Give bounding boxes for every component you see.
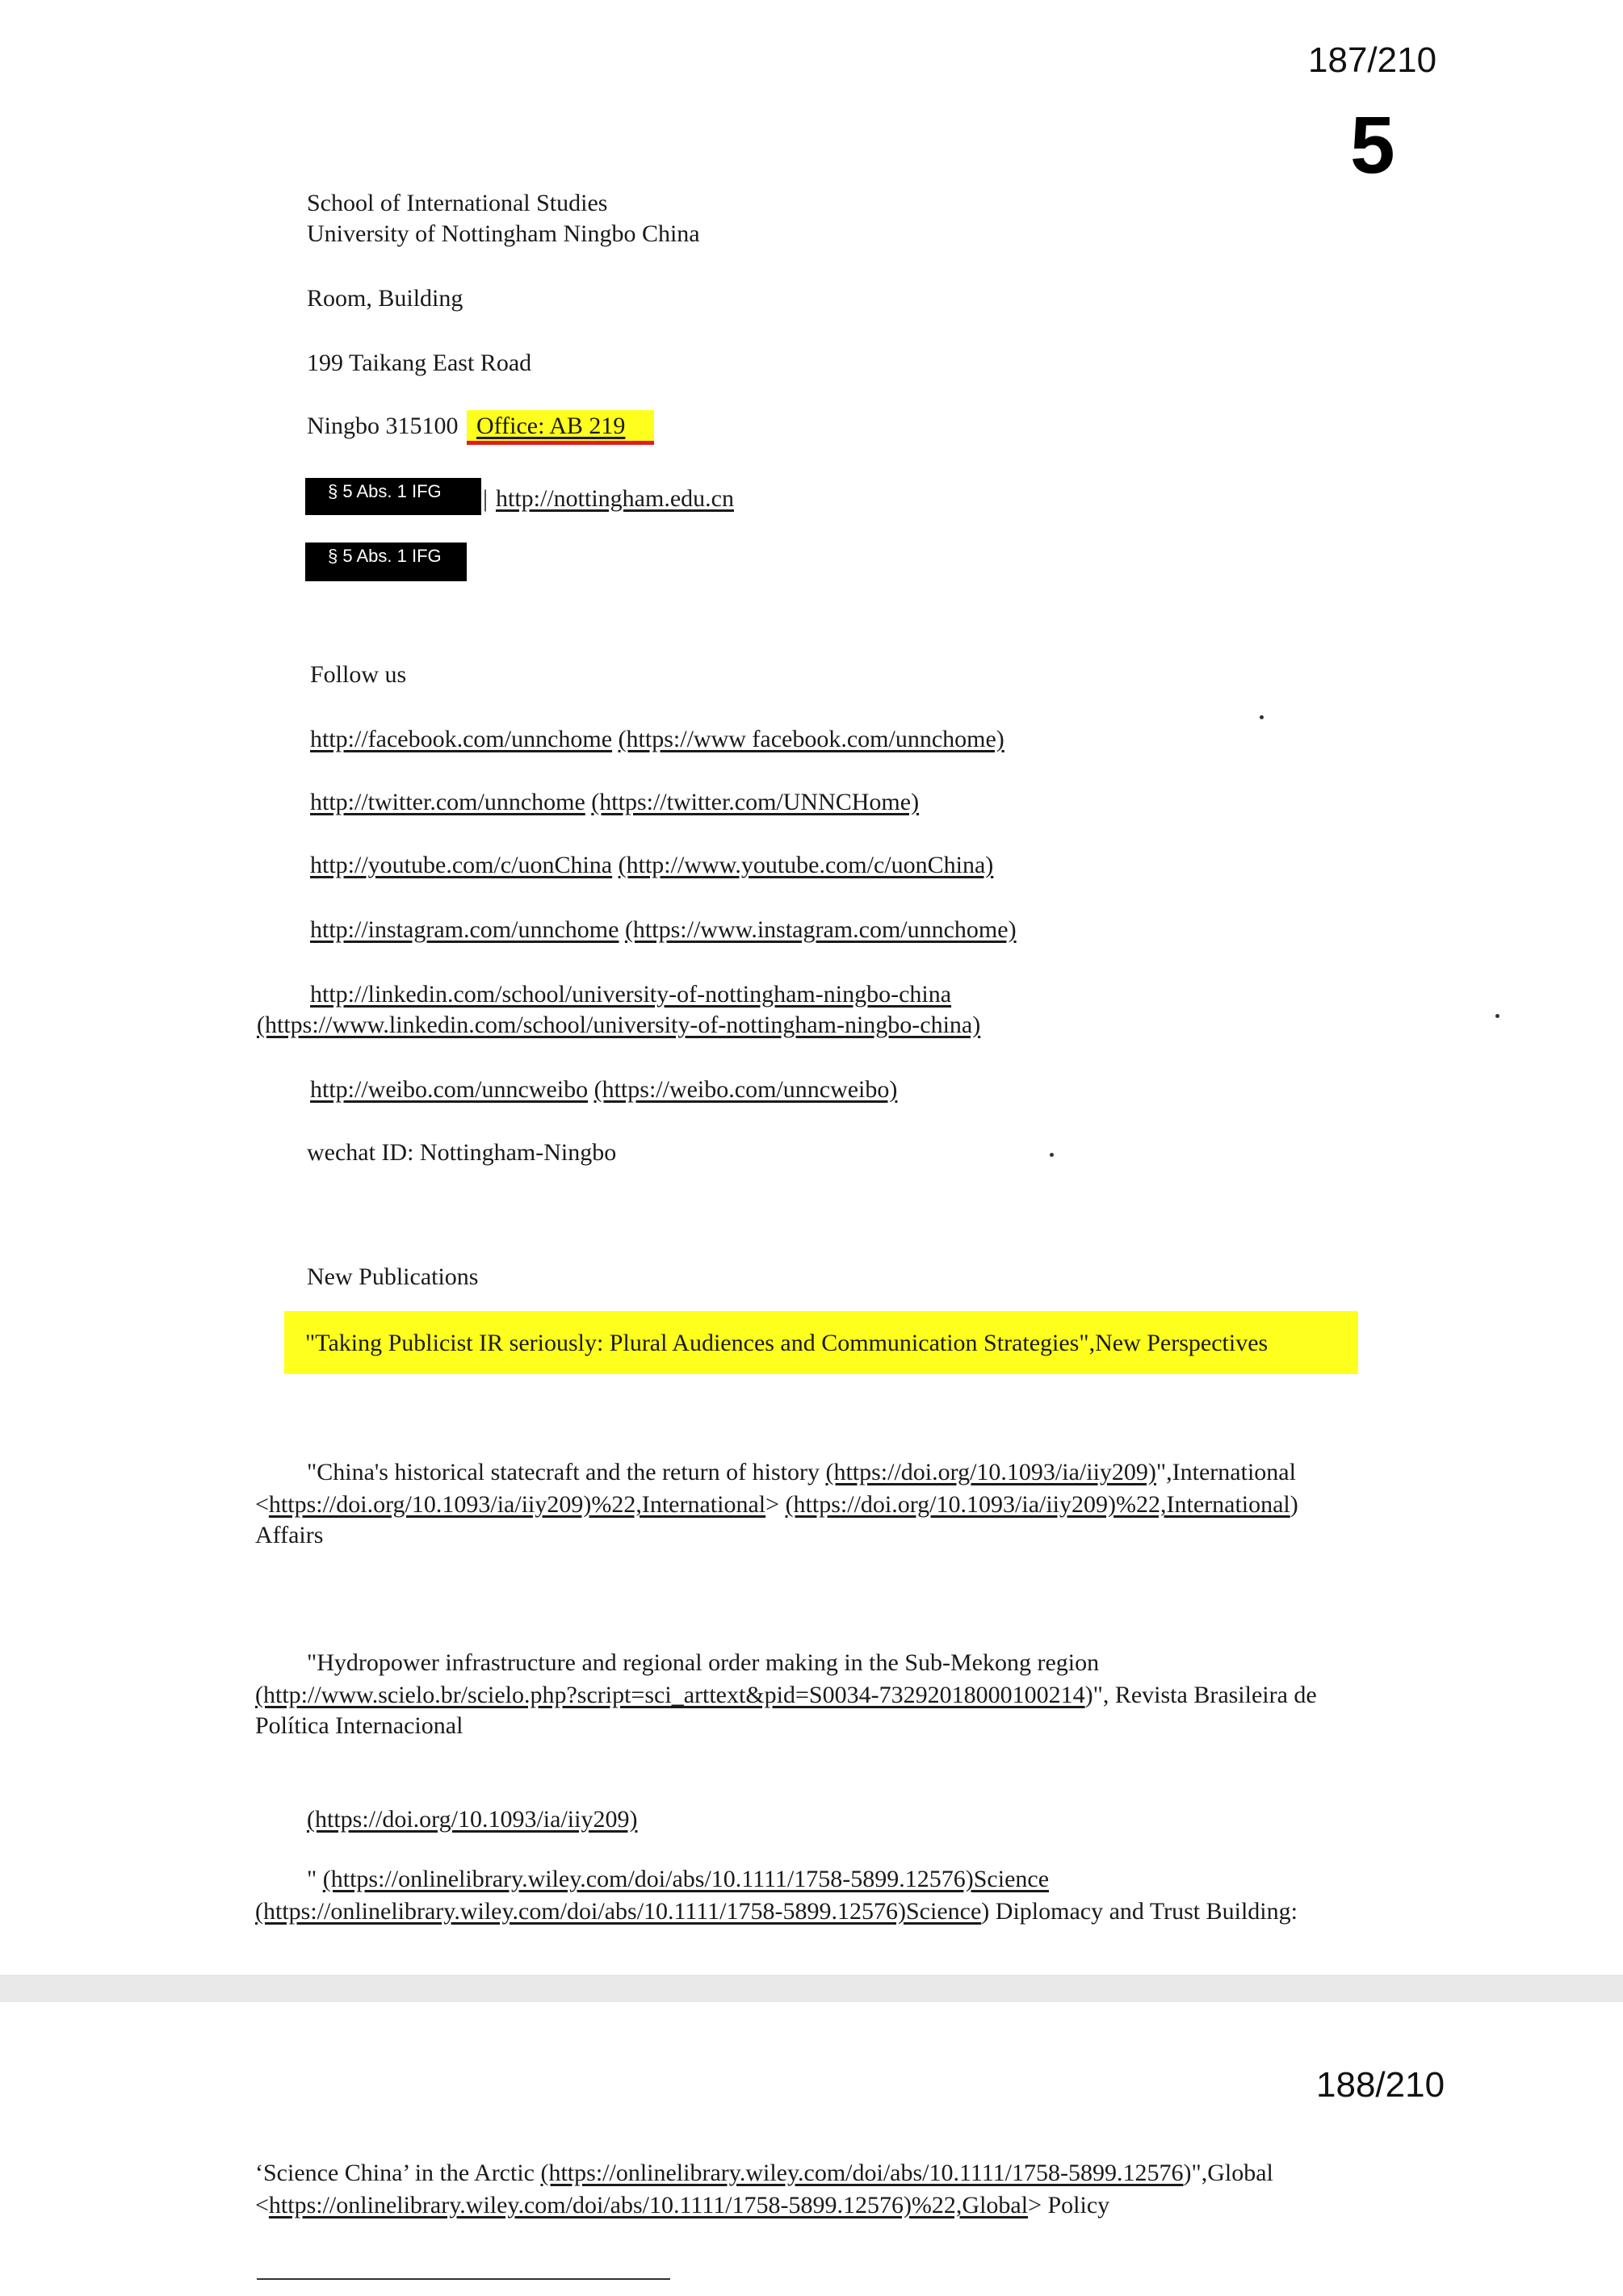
publication-2-encoded-link-2[interactable]: (https://doi.org/10.1093/ia/iiy209)%22,International	[785, 1491, 1290, 1518]
publication-4-line-1	[307, 1865, 1049, 1894]
publication-4-link-2[interactable]: (https://onlinelibrary.wiley.com/doi/abs/10.1111/1758-5899.12576)Science	[255, 1898, 982, 1925]
instagram-line	[310, 915, 1017, 945]
twitter-full-link[interactable]: (https://twitter.com/UNNCHome)	[591, 789, 920, 815]
publication-2-line-1	[307, 1458, 1296, 1487]
page2-link-2[interactable]: https://onlinelibrary.wiley.com/doi/abs/10.1111/1758-5899.12576)%22,Global	[268, 2192, 1029, 2218]
doi-link[interactable]: (https://doi.org/10.1093/ia/iiy209)	[307, 1806, 638, 1833]
address-line-2: University of Nottingham Ningbo China	[307, 220, 700, 247]
publication-2-line-2	[255, 1490, 1298, 1519]
publication-3-line-2	[255, 1681, 1317, 1710]
scan-speck	[1495, 1014, 1499, 1018]
publication-3-line-1: "Hydropower infrastructure and regional order making in the Sub-Mekong region	[307, 1649, 1100, 1676]
weibo-full-link[interactable]: (https://weibo.com/unncweibo)	[593, 1076, 898, 1103]
address-line-1: School of International Studies	[307, 190, 608, 216]
website-separator: |	[483, 485, 489, 512]
instagram-short-link[interactable]: http://instagram.com/unnchome	[310, 916, 619, 943]
publication-2-doi-link[interactable]: (https://doi.org/10.1093/ia/iiy209)	[825, 1459, 1156, 1485]
instagram-full-link[interactable]: (https://www.instagram.com/unnchome)	[624, 916, 1017, 943]
publication-3-line-3: Política Internacional	[255, 1712, 463, 1739]
publication-2-title: "China's historical statecraft and the return of history	[307, 1459, 826, 1485]
twitter-short-link[interactable]: http://twitter.com/unnchome	[310, 789, 585, 815]
scan-speck	[1260, 715, 1264, 719]
bracket-open: <	[255, 2192, 269, 2218]
wechat-id: wechat ID: Nottingham-Ningbo	[307, 1139, 617, 1166]
redaction-block-1: § 5 Abs. 1 IFG	[305, 478, 481, 515]
weibo-line	[310, 1075, 897, 1104]
redaction-block-2: § 5 Abs. 1 IFG	[305, 543, 467, 581]
footnote-rule	[257, 2278, 670, 2280]
bracket-close: >	[765, 1491, 786, 1518]
office-label: Office: AB 219	[476, 413, 626, 439]
youtube-line	[310, 851, 993, 880]
address-street: 199 Taikang East Road	[307, 350, 532, 376]
new-publications-heading: New Publications	[307, 1263, 479, 1290]
twitter-line	[310, 788, 919, 817]
linkedin-short-link[interactable]: http://linkedin.com/school/university-of-nottingham-ningbo-china	[310, 981, 952, 1008]
facebook-short-link[interactable]: http://facebook.com/unnchome	[310, 726, 613, 752]
address-room: Room, Building	[307, 285, 463, 312]
facebook-line	[310, 725, 1004, 754]
weibo-short-link[interactable]: http://weibo.com/unncweibo	[310, 1076, 589, 1103]
page2-link-1[interactable]: (https://onlinelibrary.wiley.com/doi/abs/10.1111/1758-5899.12576	[540, 2160, 1184, 2186]
publication-1: "Taking Publicist IR seriously: Plural Audiences and Communication Strategies",New Perspectives	[305, 1330, 1269, 1356]
document-page-188	[0, 2002, 1623, 2296]
publication-2-journal: ",International	[1155, 1459, 1296, 1485]
page-number: 187/210	[1308, 40, 1437, 80]
publication-3-link[interactable]: (http://www.scielo.br/scielo.php?script=sci_arttext&pid=S0034-73292018000100214	[255, 1682, 1085, 1708]
youtube-full-link[interactable]: (http://www.youtube.com/c/uonChina)	[618, 852, 994, 878]
page-number: 188/210	[1316, 2065, 1445, 2105]
publication-2-encoded-link-1[interactable]: https://doi.org/10.1093/ia/iiy209)%22,International	[268, 1491, 766, 1518]
page2-line-2	[255, 2191, 1109, 2220]
paren-close: )	[1290, 1491, 1298, 1518]
bracket-open: <	[255, 1491, 269, 1518]
website-link[interactable]: http://nottingham.edu.cn	[496, 485, 734, 512]
facebook-full-link[interactable]: (https://www facebook.com/unnchome)	[618, 726, 1004, 752]
quote-mark: "	[307, 1866, 323, 1892]
scan-speck	[1050, 1153, 1054, 1157]
stamp-number: 5	[1350, 100, 1395, 191]
publication-4-link-1[interactable]: (https://onlinelibrary.wiley.com/doi/abs/10.1111/1758-5899.12576)Science	[322, 1866, 1050, 1892]
publication-2-line-3: Affairs	[255, 1522, 324, 1548]
youtube-short-link[interactable]: http://youtube.com/c/uonChina	[310, 852, 613, 878]
publication-4-line-2	[255, 1897, 1298, 1926]
page2-line-1	[255, 2159, 1273, 2188]
linkedin-full-link[interactable]: (https://www.linkedin.com/school/university-of-nottingham-ningbo-china)	[257, 1012, 981, 1038]
page2-journal: )",Global	[1183, 2160, 1273, 2186]
publication-3-journal: )", Revista Brasileira de	[1084, 1682, 1317, 1708]
address-city: Ningbo 315100	[307, 413, 459, 439]
page2-title: ‘Science China’ in the Arctic	[255, 2160, 541, 2186]
publication-4-title: ) Diplomacy and Trust Building:	[981, 1898, 1298, 1925]
follow-us-label: Follow us	[310, 661, 407, 688]
page2-journal-tail: > Policy	[1028, 2192, 1110, 2218]
